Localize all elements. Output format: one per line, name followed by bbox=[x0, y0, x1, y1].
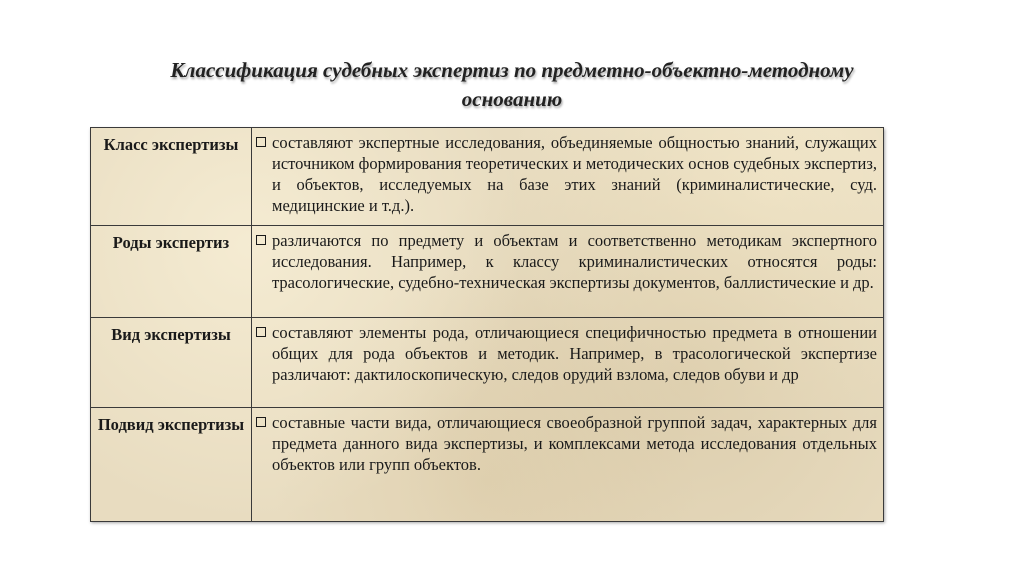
table-row bbox=[91, 128, 884, 226]
checkbox-bullet-icon bbox=[256, 137, 266, 147]
checkbox-bullet-icon bbox=[256, 327, 266, 337]
class-cell: Роды экспертиз bbox=[91, 226, 252, 318]
classification-table bbox=[90, 127, 884, 521]
description-cell bbox=[252, 408, 884, 522]
class-cell: Вид экспертизы bbox=[91, 318, 252, 408]
description-text: составляют экспертные исследования, объединяемые общностью знаний, служащих источником формирования теоретических и методических основ судебных экспертиз, и объектов, исследуемых на базе этих знаний (криминалистические, суд. медицинские и т.д.). bbox=[272, 133, 877, 215]
description-text: составляют элементы рода, отличающиеся специфичностью предмета в отношении общих для рода объектов и методик. Например, в трасологической экспертизе различают: дактилоскопическую, следов орудий взлома, следов обуви и др bbox=[272, 323, 877, 384]
checkbox-bullet-icon bbox=[256, 417, 266, 427]
slide-title: Классификация судебных экспертиз по предметно-объектно-методному основанию bbox=[170, 58, 854, 111]
checkbox-bullet-icon bbox=[256, 235, 266, 245]
description-cell bbox=[252, 318, 884, 408]
description-text: различаются по предмету и объектам и соответственно методикам экспертного исследования. Например, к классу криминалистических относятся роды: трасологические, судебно-техническая экспертизы документов, баллистические и др. bbox=[272, 231, 877, 292]
class-cell: Подвид экспертизы bbox=[91, 408, 252, 522]
description-text: составные части вида, отличающиеся своеобразной группой задач, характерных для предмета данного вида экспертизы, и комплексами метода исследования отдельных объектов или групп объектов. bbox=[272, 413, 877, 474]
table-row bbox=[91, 318, 884, 408]
description-cell bbox=[252, 128, 884, 226]
description-cell bbox=[252, 226, 884, 318]
class-cell: Класс экспертизы bbox=[91, 128, 252, 226]
table-row bbox=[91, 226, 884, 318]
table-row bbox=[91, 408, 884, 522]
